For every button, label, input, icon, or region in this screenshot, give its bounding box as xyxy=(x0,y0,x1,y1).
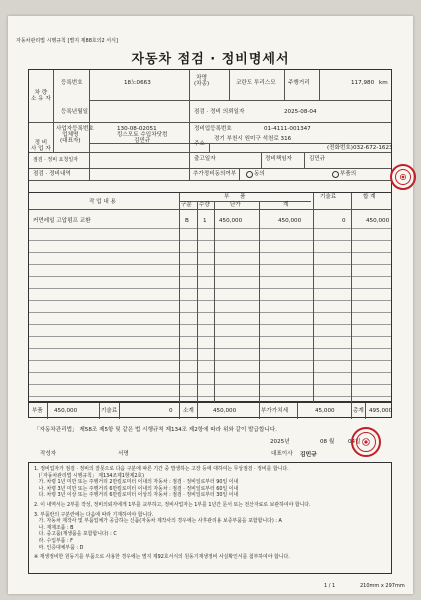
row-qty: 1 xyxy=(203,218,207,224)
agree-radio xyxy=(246,171,253,178)
row-amount: 450,000 xyxy=(278,218,302,224)
row-unit: 450,000 xyxy=(219,218,243,224)
extra-consent-label: 추가정비동의여부 xyxy=(193,171,237,177)
paper-size: 210mm x 297mm xyxy=(360,583,405,589)
summary-total-value: 495,000 xyxy=(369,408,393,414)
manager-value: 김민규 xyxy=(309,156,326,162)
shop-name-value: 킹스모토 수입차닷컴 김민규 xyxy=(117,132,168,145)
rep-name: 김민규 xyxy=(300,452,317,458)
first-reg-label: 등록년월일 xyxy=(61,109,89,115)
summary-subtotal-value: 450,000 xyxy=(213,408,237,414)
summary-vat-label: 부가가치세 xyxy=(261,408,289,414)
note-line: ※ 재생정비한 원동기를 부품으로 사용한 경우에는 별지 제92호서식의 원동기재생정비 사실확인서를 첨부하여야 합니다. xyxy=(34,554,290,561)
summary-total-label: 총계 xyxy=(353,408,364,414)
sub-header-amount: 계 xyxy=(283,202,289,208)
page-number: 1 / 1 xyxy=(324,583,336,589)
note-line: 1. 정비업자가 점검 · 정비의 잘못으로 다음 구분에 따른 기간 중 발생하는 고장 등에 대하여는 무상점검 · 정비를 합니다. xyxy=(34,466,289,472)
reg-no-value: 18노0663 xyxy=(124,80,151,86)
sign-label: 서명 xyxy=(118,451,129,457)
summary-row xyxy=(28,402,392,418)
issue-month: 08 월 xyxy=(320,439,335,445)
note-line: 가. 차령 1년 미만 또는 주행거리 2만킬로미터 이내의 자동차 : 점검 · 정비일로부터 90일 이내 xyxy=(34,479,239,486)
document-sheet xyxy=(8,16,413,594)
rep-label: 대표이사 xyxy=(271,451,293,457)
row-type: B xyxy=(185,218,189,224)
mileage-unit: km xyxy=(379,80,388,86)
summary-labor-value: 0 xyxy=(169,408,173,414)
owner-section-label: 차 량 소 유 자 xyxy=(31,90,51,103)
sub-header-unit: 단가 xyxy=(230,202,241,208)
note-line: 다. 차령 3년 이상 또는 주행거리 6만킬로미터 이상의 자동차 : 점검 · 정비일로부터 30일 이내 xyxy=(34,492,239,499)
statement-text: 「자동차관리법」 제58조 제5항 및 같은 법 시행규칙 제134조 제2항에 따라 위와 같이 발급합니다. xyxy=(34,427,277,433)
note-line: 나. 재제조품 : B xyxy=(34,524,74,531)
note-line: 다. 중고품(재생품을 포함합니다) : C xyxy=(34,531,117,538)
note-line: 가. 자동차 제작사 및 부품업체가 공급하는 신품(자동차 제작사의 경우에는 사후관리용 보증부품을 포함합니다) : A xyxy=(34,518,282,525)
summary-parts-label: 부품 xyxy=(32,408,43,414)
note-line: 라. 수입부품 : F xyxy=(34,538,73,545)
reg-no-label: 등록번호 xyxy=(61,80,83,86)
summary-labor-label: 기술료 xyxy=(101,408,118,414)
car-name-label: 차명 (차종) xyxy=(194,75,210,88)
company-seal-stamp xyxy=(390,164,416,190)
note-line: 나. 차령 3년 미만 또는 주행거리 6만킬로미터 이내의 자동차 : 점검 · 정비일로부터 60일 이내 xyxy=(34,485,239,492)
manager-label: 정비책임자 xyxy=(265,156,293,162)
work-header: 작 업 내 용 xyxy=(89,199,116,205)
address-value: 경기 부천시 원미구 석천로 316 xyxy=(214,136,292,142)
representative-seal-stamp xyxy=(351,427,381,457)
parts-radio xyxy=(332,171,339,178)
shop-section-label: 정 비 사 업 자 xyxy=(31,140,51,153)
license-value: 01-4111-001347 xyxy=(264,126,311,132)
info-grid xyxy=(28,69,392,193)
issue-day: 04일 xyxy=(348,439,361,445)
row-desc: 커먼레일 고압펌프 교환 xyxy=(33,218,91,224)
total-header: 합 계 xyxy=(363,194,376,200)
document-title: 자동차 점검 · 정비명세서 xyxy=(131,52,290,67)
issue-year: 2025년 xyxy=(270,439,290,445)
summary-subtotal-label: 소계 xyxy=(183,408,194,414)
summary-vat-value: 45,000 xyxy=(315,408,335,414)
sub-header-qty: 수량 xyxy=(199,202,210,208)
note-line: 3. 부품란의 구분란에는 다음에 따라 기재하여야 합니다. xyxy=(34,511,154,518)
row-labor: 0 xyxy=(342,218,346,224)
delivery-label: 출고일자 xyxy=(194,156,216,162)
address-label: 주소 xyxy=(194,141,205,147)
writer-label: 작성자 xyxy=(40,451,57,457)
agree-label: 동의 xyxy=(254,171,265,177)
summary-parts-value: 450,000 xyxy=(54,408,78,414)
labor-header: 기술료 xyxy=(320,194,337,200)
regulation-text: 자동차관리법 시행규칙 [별지 제88호의2 서식] xyxy=(16,38,118,44)
parts-table xyxy=(28,192,392,402)
row-total: 450,000 xyxy=(366,218,390,224)
service-desc-label: 점검 · 정비 요청일자 xyxy=(33,157,78,163)
note-line: (「자동차관리법 시행규칙」 제134조제1항제2호) xyxy=(34,472,145,479)
sub-header-type: 구분 xyxy=(181,202,192,208)
license-label: 정비업등록번호 xyxy=(194,126,232,132)
notes-box xyxy=(28,462,392,574)
work-label: 점검 · 정비내역 xyxy=(33,171,71,177)
parts-consent-label: 부품의 xyxy=(340,171,357,177)
biz-no-label: 사업자등록번호 xyxy=(56,126,94,132)
parts-header: 부 품 xyxy=(224,194,246,200)
phone-value: (전화번호)032-672-1623 xyxy=(327,145,393,151)
shop-name-label: 업체명 (대표자) xyxy=(60,132,81,145)
repair-date-label: 점검 · 정비 의뢰일자 xyxy=(194,109,245,115)
mileage-label: 주행거리 xyxy=(288,80,310,86)
note-line: 2. 이 내역서는 2부를 작성, 정비의뢰자에게 1부를 교부하고, 정비사업자는 1부를 1년간 문서 또는 전산자료로 보관하여야 합니다. xyxy=(34,502,311,509)
biz-no-value: 130-08-02051 xyxy=(117,126,157,132)
repair-date-value: 2025-08-04 xyxy=(284,109,317,115)
notes-list xyxy=(34,466,386,561)
note-line: 마. 인증대체부품 : D xyxy=(34,544,84,551)
mileage-value: 117,980 xyxy=(351,80,375,86)
car-name-value: 코란도 투리스모 xyxy=(236,80,276,86)
